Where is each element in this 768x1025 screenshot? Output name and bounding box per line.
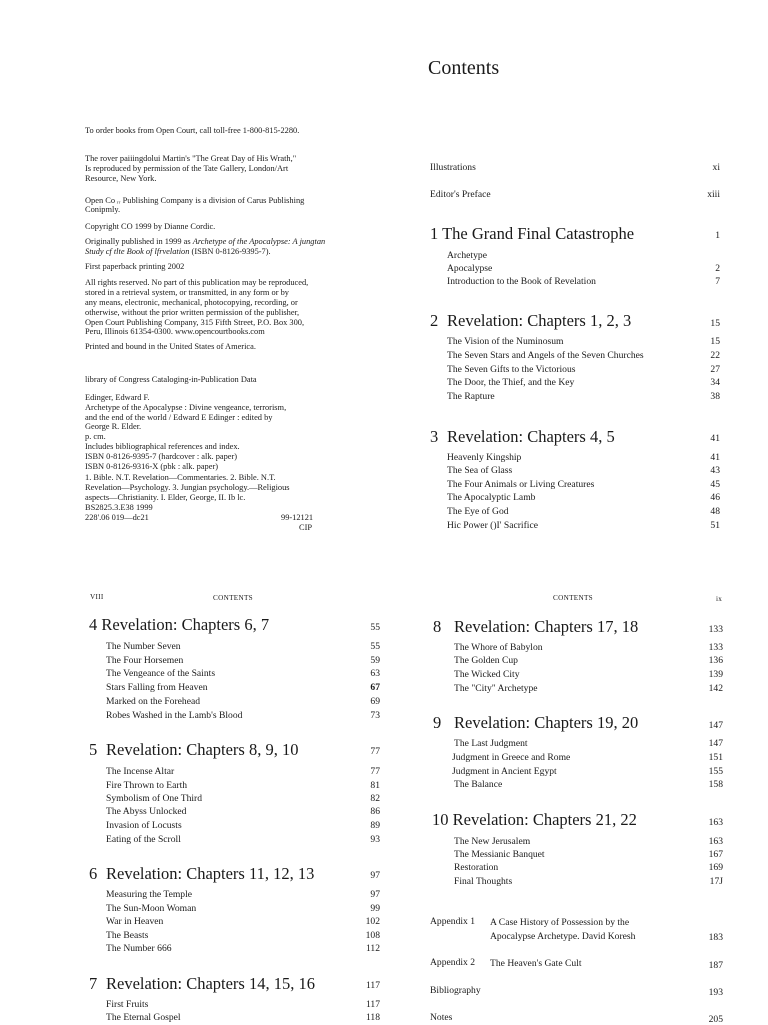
toc-entry[interactable]: Apocalypse bbox=[447, 263, 493, 274]
toc-page-number: 59 bbox=[370, 655, 380, 666]
toc-entry[interactable]: Robes Washed in the Lamb's Blood bbox=[106, 710, 243, 721]
toc-entry-bibliography[interactable]: Bibliography bbox=[430, 985, 481, 996]
toc-page-number: 205 bbox=[708, 1014, 723, 1025]
chapter-page-number: 97 bbox=[370, 870, 380, 881]
folio-number: VIII bbox=[90, 593, 104, 601]
toc-page-number: 147 bbox=[708, 738, 723, 749]
toc-entry[interactable]: Hic Power ()I' Sacrifice bbox=[447, 520, 538, 531]
chapter-number: 5 bbox=[89, 740, 98, 759]
toc-entry[interactable]: The Messianic Banquet bbox=[454, 849, 545, 860]
toc-entry[interactable]: Final Thoughts bbox=[454, 876, 513, 887]
rights-line-1: All rights reserved. No part of this publication may be reproduced, bbox=[85, 278, 309, 287]
cip-line-10: Revelation—Psychology. 3. Jungian psychology.—Religious bbox=[85, 483, 290, 492]
toc-page-number: 102 bbox=[365, 916, 380, 927]
toc-entry[interactable]: Restoration bbox=[454, 862, 499, 873]
chapter-page-number: 163 bbox=[708, 817, 723, 828]
toc-page-number: 187 bbox=[708, 960, 723, 971]
toc-entry[interactable]: First Fruits bbox=[106, 999, 149, 1010]
rights-line-6: Peru, Illinois 61354-0300. www.opencourtbooks.com bbox=[85, 327, 265, 336]
toc-entry[interactable]: The Sun-Moon Woman bbox=[106, 903, 197, 914]
chapter-number: 2 bbox=[430, 311, 439, 330]
toc-page-number: 117 bbox=[365, 999, 380, 1010]
cip-label: CIP bbox=[299, 523, 313, 532]
toc-page-number: 86 bbox=[370, 806, 380, 817]
chapter-number: 3 bbox=[430, 427, 439, 446]
toc-entry[interactable]: The Eternal Gospel bbox=[106, 1012, 181, 1023]
toc-page-number: 158 bbox=[708, 779, 723, 790]
cip-line-12: BS2825.3.E38 1999 bbox=[85, 503, 153, 512]
toc-entry[interactable]: The Number Seven bbox=[106, 641, 181, 652]
toc-entry[interactable]: The Golden Cup bbox=[454, 655, 518, 666]
chapter-number: 7 bbox=[89, 974, 98, 993]
appendix-label: Appendix 1 bbox=[430, 916, 476, 927]
toc-page-number: 193 bbox=[708, 987, 723, 998]
toc-page-number: 69 bbox=[370, 696, 380, 707]
toc-entry-notes[interactable]: Notes bbox=[430, 1012, 453, 1023]
toc-page-number: 73 bbox=[370, 710, 380, 721]
toc-page-number: 38 bbox=[710, 391, 720, 402]
rights-line-4: otherwise, without the prior written permission of the publisher, bbox=[85, 308, 300, 317]
toc-page-number: 55 bbox=[370, 641, 380, 652]
order-line: To order books from Open Court, call toll-free 1-800-815-2280. bbox=[85, 126, 300, 135]
toc-page-number: 17J bbox=[709, 876, 723, 887]
chapter-heading-6[interactable]: Revelation: Chapters 11, 12, 13 bbox=[106, 864, 315, 883]
toc-entry[interactable]: Marked on the Forehead bbox=[106, 696, 201, 707]
toc-page-number: 7 bbox=[715, 276, 720, 287]
chapter-page-number: 77 bbox=[370, 746, 380, 757]
toc-entry-appendix-1[interactable]: A Case History of Possession by the bbox=[490, 917, 630, 928]
toc-page-number: 108 bbox=[365, 930, 380, 941]
toc-entry[interactable]: The Vision of the Numinosum bbox=[447, 336, 564, 347]
toc-entry[interactable]: Heavenly Kingship bbox=[447, 452, 522, 463]
cip-line-8: ISBN 0-8126-9316-X (pbk : alk. paper) bbox=[85, 462, 219, 471]
cip-line-9: 1. Bible. N.T. Revelation—Commentaries. 2. Bible. N.T. bbox=[85, 473, 276, 482]
chapter-page-number: 1 bbox=[715, 230, 720, 241]
chapter-heading-8[interactable]: Revelation: Chapters 17, 18 bbox=[454, 617, 639, 636]
toc-page-number: 46 bbox=[710, 492, 720, 503]
toc-entry[interactable]: The Four Horsemen bbox=[106, 655, 184, 666]
publisher-line-1: Open Co ᵣᵣ Publishing Company is a division of Carus Publishing bbox=[85, 196, 305, 205]
toc-page-number: 151 bbox=[708, 752, 723, 763]
running-head: CONTENTS bbox=[553, 594, 593, 602]
cip-line-3: and the end of the world / Edward E Edinger : edited by bbox=[85, 413, 273, 422]
toc-entry[interactable]: The "City" Archetype bbox=[454, 683, 538, 694]
cip-number: 99-12121 bbox=[281, 513, 314, 522]
toc-page-number: 82 bbox=[370, 793, 380, 804]
toc-page-number: 183 bbox=[708, 932, 723, 943]
toc-page-number: 136 bbox=[708, 655, 723, 666]
chapter-page-number: 41 bbox=[710, 433, 720, 444]
toc-page-number: xi bbox=[712, 162, 720, 173]
toc-entry[interactable]: The Balance bbox=[454, 779, 503, 790]
running-head: CONTENTS bbox=[213, 594, 253, 602]
toc-page-number: 77 bbox=[370, 766, 380, 777]
toc-page-number: 43 bbox=[710, 465, 720, 476]
toc-page-number: 15 bbox=[710, 336, 720, 347]
toc-entry[interactable]: The Four Animals or Living Creatures bbox=[447, 479, 595, 490]
toc-entry[interactable]: The Vengeance of the Saints bbox=[106, 668, 216, 679]
toc-page-number: 22 bbox=[710, 350, 720, 361]
toc-entry[interactable]: The Whore of Babylon bbox=[454, 642, 543, 653]
toc-page-number: xiii bbox=[707, 189, 720, 200]
toc-entry[interactable]: The Seven Gifts to the Victorious bbox=[447, 364, 576, 375]
toc-entry[interactable]: War in Heaven bbox=[106, 916, 164, 927]
toc-entry[interactable]: The New Jerusalem bbox=[454, 836, 531, 847]
toc-entry[interactable]: The Number 666 bbox=[106, 943, 172, 954]
toc-entry[interactable]: Symbolism of One Third bbox=[106, 793, 203, 804]
rights-line-5: Open Court Publishing Company, 315 Fifth Street, P.O. Box 300, bbox=[85, 318, 305, 327]
toc-entry[interactable]: Archetype bbox=[447, 250, 487, 261]
toc-page-number: 169 bbox=[708, 862, 723, 873]
rights-line-3: any means, electronic, mechanical, photocopying, recording, or bbox=[85, 298, 298, 307]
toc-page-number: 41 bbox=[710, 452, 720, 463]
folio-number: ix bbox=[716, 595, 723, 603]
toc-page-number: 139 bbox=[708, 669, 723, 680]
toc-entry[interactable]: The Apocalyptic Lamb bbox=[447, 492, 536, 503]
toc-entry-appendix-1-cont[interactable]: Apocalypse Archetype. David Koresh bbox=[490, 931, 636, 942]
toc-page-number: 167 bbox=[708, 849, 723, 860]
toc-entry[interactable]: The Rapture bbox=[447, 391, 495, 402]
chapter-heading-2[interactable]: Revelation: Chapters 1, 2, 3 bbox=[447, 311, 632, 330]
toc-entry[interactable]: The Last Judgment bbox=[454, 738, 528, 749]
cip-line-4: George R. Elder. bbox=[85, 422, 142, 431]
cover-credit-2: Is reproduced by permission of the Tate Gallery, London/Art bbox=[85, 164, 289, 173]
cover-credit-3: Resource, New York. bbox=[85, 174, 157, 183]
toc-entry[interactable]: The Door, the Thief, and the Key bbox=[447, 377, 575, 388]
cover-credit-1: The rover paiiingdolui Martin's "The Great Day of His Wrath," bbox=[85, 154, 297, 163]
toc-page-number: 89 bbox=[370, 820, 380, 831]
toc-page-number: 155 bbox=[708, 766, 723, 777]
library-line: library of Congress Cataloging-in-Publication Data bbox=[85, 375, 257, 384]
cip-line-7: ISBN 0-8126-9395-7 (hardcover : alk. paper) bbox=[85, 452, 238, 461]
toc-page-number: 93 bbox=[370, 834, 380, 845]
toc-entry-appendix-2[interactable]: The Heaven's Gate Cult bbox=[490, 958, 582, 969]
chapter-heading-5[interactable]: Revelation: Chapters 8, 9, 10 bbox=[106, 740, 299, 759]
toc-entry-illustrations[interactable]: Illustrations bbox=[430, 162, 476, 173]
cip-line-13: 228'.06 019—dc21 bbox=[85, 513, 149, 522]
toc-entry-editors-preface[interactable]: Editor's Preface bbox=[430, 189, 491, 200]
chapter-page-number: 117 bbox=[365, 980, 380, 991]
rights-line-2: stored in a retrieval system, or transmitted, in any form or by bbox=[85, 288, 289, 297]
chapter-heading-7[interactable]: Revelation: Chapters 14, 15, 16 bbox=[106, 974, 315, 993]
toc-page-number: 51 bbox=[710, 520, 720, 531]
toc-entry[interactable]: The Abyss Unlocked bbox=[106, 806, 187, 817]
toc-page-number: 118 bbox=[365, 1012, 380, 1023]
chapter-number: 6 bbox=[89, 864, 98, 883]
toc-page-number: 27 bbox=[710, 364, 720, 375]
printed-line: Printed and bound in the United States of America. bbox=[85, 342, 256, 351]
toc-entry[interactable]: The Wicked City bbox=[454, 669, 520, 680]
toc-page-number: 45 bbox=[710, 479, 720, 490]
toc-page-number: 48 bbox=[710, 506, 720, 517]
toc-page-number: 63 bbox=[370, 668, 380, 679]
chapter-heading-9[interactable]: Revelation: Chapters 19, 20 bbox=[454, 713, 639, 732]
chapter-page-number: 15 bbox=[710, 318, 720, 329]
toc-entry[interactable]: The Seven Stars and Angels of the Seven Churches bbox=[447, 350, 644, 361]
toc-entry[interactable]: Stars Falling from Heaven bbox=[106, 682, 208, 693]
originally-published-2: Study cf tlte Book of lfrvelation (ISBN 0-8126-9395-7). bbox=[85, 247, 271, 256]
cip-line-1: Edinger, Edward F. bbox=[85, 393, 150, 402]
cip-line-2: Archetype of the Apocalypse : Divine vengeance, terrorism, bbox=[85, 403, 287, 412]
toc-entry[interactable]: Fire Thrown to Earth bbox=[106, 780, 188, 791]
toc-page-number: 67 bbox=[370, 682, 380, 693]
chapter-heading-4[interactable]: 4 Revelation: Chapters 6, 7 bbox=[89, 615, 270, 634]
chapter-heading-1[interactable]: 1 The Grand Final Catastrophe bbox=[430, 224, 635, 243]
toc-entry[interactable]: The Incense Altar bbox=[106, 766, 175, 777]
chapter-page-number: 55 bbox=[370, 622, 380, 633]
toc-page-number: 99 bbox=[370, 903, 380, 914]
appendix-label: Appendix 2 bbox=[430, 957, 476, 968]
chapter-number: 8 bbox=[433, 617, 442, 636]
toc-entry[interactable]: Invasion of Locusts bbox=[106, 820, 182, 831]
page-title: Contents bbox=[428, 57, 500, 79]
chapter-heading-3[interactable]: Revelation: Chapters 4, 5 bbox=[447, 427, 615, 446]
cip-line-5: p. cm. bbox=[85, 432, 106, 441]
paperback-line: First paperback printing 2002 bbox=[85, 262, 185, 271]
toc-page-number: 34 bbox=[710, 377, 720, 388]
toc-entry[interactable]: Judgment in Greece and Rome bbox=[452, 752, 571, 763]
publisher-line-2: Conipmly. bbox=[85, 205, 121, 214]
chapter-heading-10[interactable]: 10 Revelation: Chapters 21, 22 bbox=[432, 810, 637, 829]
toc-page-number: 2 bbox=[715, 263, 720, 274]
copyright-line: Copyright CO 1999 by Dianne Cordic. bbox=[85, 222, 216, 231]
chapter-page-number: 133 bbox=[708, 624, 723, 635]
toc-page-number: 133 bbox=[708, 642, 723, 653]
cip-line-11: aspects—Christianity. I. Elder, George, II. Ib lc. bbox=[85, 493, 246, 502]
toc-entry[interactable]: Judgment in Ancient Egypt bbox=[452, 766, 557, 777]
toc-page-number: 142 bbox=[708, 683, 723, 694]
cip-line-6: Includes bibliographical references and index. bbox=[85, 442, 240, 451]
toc-entry[interactable]: Eating of the Scroll bbox=[106, 834, 181, 845]
toc-page-number: 97 bbox=[370, 889, 380, 900]
toc-page-number: 163 bbox=[708, 836, 723, 847]
toc-entry[interactable]: The Beasts bbox=[106, 930, 149, 941]
toc-entry[interactable]: The Eye of God bbox=[447, 506, 509, 517]
toc-page-number: 112 bbox=[365, 943, 380, 954]
toc-page-number: 81 bbox=[370, 780, 380, 791]
chapter-number: 9 bbox=[433, 713, 442, 732]
toc-entry[interactable]: Measuring the Temple bbox=[106, 889, 193, 900]
toc-entry[interactable]: Introduction to the Book of Revelation bbox=[447, 276, 596, 287]
originally-published-1: Originally published in 1999 as Archetype of the Apocalypse: A jungtan bbox=[85, 237, 326, 246]
toc-entry[interactable]: The Sea of Glass bbox=[447, 465, 513, 476]
chapter-page-number: 147 bbox=[708, 720, 723, 731]
